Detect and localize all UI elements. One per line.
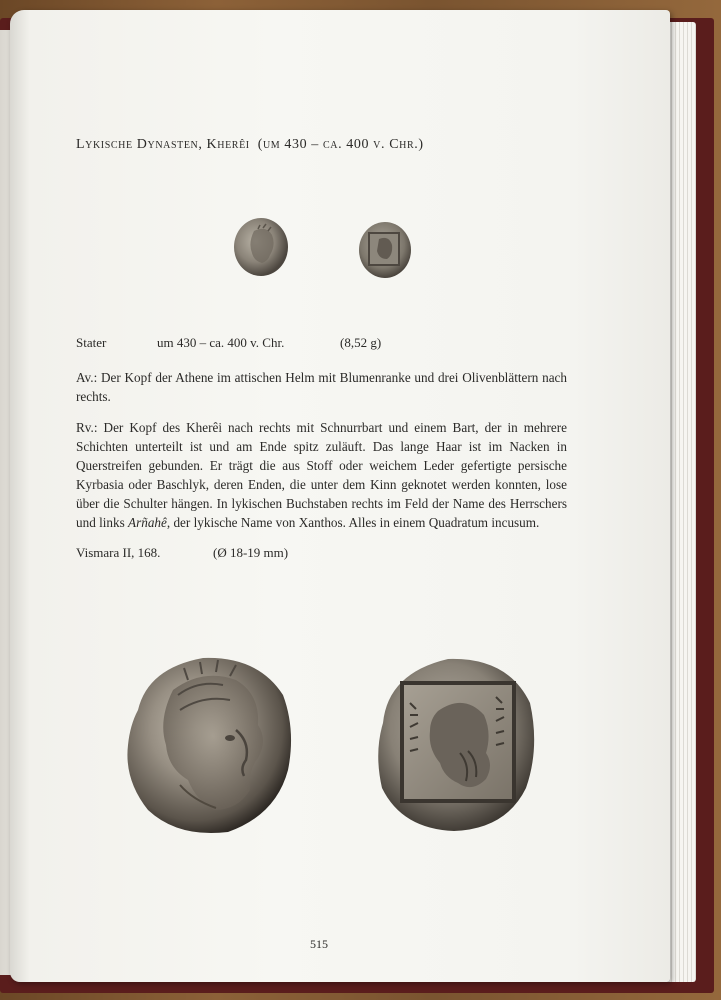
coin-denomination: Stater: [76, 335, 107, 350]
heading-dates: (um 430 – ca. 400 v. Chr.): [257, 137, 424, 152]
page-number: 515: [310, 937, 328, 951]
heading-title: Lykische Dynasten, Kherêi: [76, 137, 250, 152]
reverse-text-1: Der Kopf des Kherêi nach rechts mit Schnurrbart und einem Bart, der in mehrere Schichten unterteilt ist und am Ende spitz zuläuft. Das lange Haar ist im Nacken in Querstreifen gebunden. Er trägt die aus Stoff oder weichem Leder gefertigte persische Kyrbasia oder Baschlyk, deren Enden, die unter dem Kinn geknotet werden konnten, lose über die Schulter hängen. In lykischen Buchstaben rechts im Feld der Name des Herrschers und links: [76, 420, 567, 530]
catalog-reference: Vismara II, 168.: [76, 545, 161, 560]
small-coin-reverse-image: [355, 219, 415, 281]
obverse-label: Av.:: [76, 370, 98, 385]
coin-diameter: (Ø 18-19 mm): [213, 545, 289, 560]
obverse-text: Der Kopf der Athene im attischen Helm mit Blumenranke und drei Olivenblättern nach rechts.: [76, 370, 568, 404]
coin-date: um 430 – ca. 400 v. Chr.: [157, 335, 285, 350]
large-coin-obverse-image: [118, 650, 298, 840]
coin-weight: (8,52 g): [340, 335, 382, 350]
reverse-label: Rv.:: [76, 420, 98, 435]
large-coin-reverse-image: [368, 653, 540, 835]
reverse-text-italic: Arñahê: [128, 515, 167, 530]
obverse-description: [76, 368, 567, 406]
reverse-text-2: , der lykische Name von Xanthos. Alles in einem Quadratum incusum.: [166, 515, 540, 530]
section-heading: [76, 137, 424, 153]
small-coin-obverse-image: [228, 215, 292, 279]
reverse-description: [76, 418, 567, 532]
